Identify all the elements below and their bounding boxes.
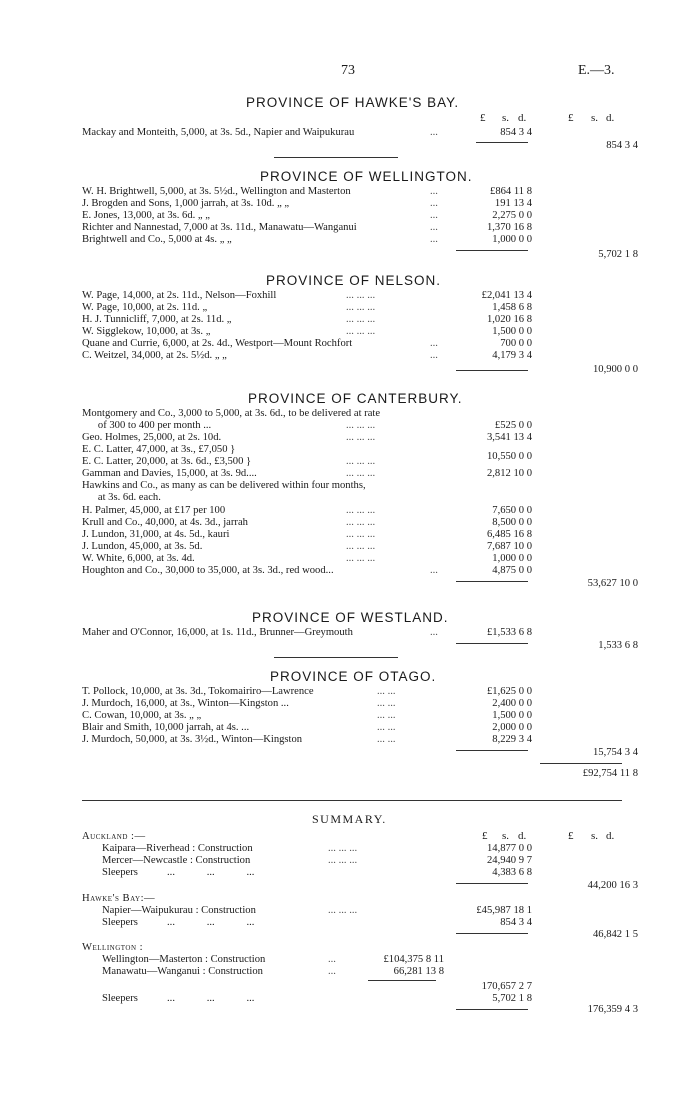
summary-col-header-pounds-2: £	[568, 830, 574, 842]
row-amount: 4,875 0 0	[492, 565, 532, 576]
row-amount: 1,000 0 0	[492, 553, 532, 564]
table-row	[82, 326, 622, 338]
group-label-wellington: Wellington :	[82, 942, 144, 953]
leader-dots: ... ... ...	[328, 855, 358, 866]
row-description: Wellington—Masterton : Construction	[102, 954, 266, 965]
table-row	[82, 917, 622, 929]
row-description: J. Lundon, 45,000, at 3s. 5d.	[82, 541, 203, 552]
row-amount: 2,812 10 0	[486, 468, 532, 479]
table-row	[82, 222, 622, 234]
subtotal-rule	[456, 883, 528, 884]
summary-divider	[82, 800, 622, 801]
leader-dots: ... ... ...	[346, 456, 376, 467]
row-description: E. Jones, 13,000, at 3s. 6d. „ „	[82, 210, 210, 221]
table-row	[82, 529, 622, 541]
leader-dots: ... ... ...	[346, 517, 376, 528]
row-description: Manawatu—Wanganui : Construction	[102, 966, 263, 977]
table-row	[82, 468, 622, 480]
row-amount: 2,400 0 0	[492, 698, 532, 709]
col-header-shillings-2: s.	[591, 112, 599, 124]
row-amount: 3,541 13 4	[486, 432, 532, 443]
heading-otago: PROVINCE OF OTAGO.	[270, 669, 437, 684]
row-amount: 1,370 16 8	[486, 222, 532, 233]
group-label-auckland: Auckland :—	[82, 831, 146, 842]
table-row	[82, 627, 622, 639]
row-description: Quane and Currie, 6,000, at 2s. 4d., Westport—Mount Rochfort	[82, 338, 353, 349]
row-description: T. Pollock, 10,000, at 3s. 3d., Tokomairiro—Lawrence	[82, 686, 314, 697]
subtotal-rule	[476, 142, 528, 143]
table-row	[82, 867, 622, 879]
leader-dots: ... ... ...	[346, 505, 376, 516]
leader-dots: ... ... ...	[346, 529, 376, 540]
summary-col-header-pence-2: d.	[606, 830, 615, 842]
row-amount: 5,702 1 8	[492, 993, 532, 1004]
group-total: 46,842 1 5	[592, 929, 638, 940]
row-description: of 300 to 400 per month ...	[82, 420, 212, 431]
table-row	[82, 843, 622, 855]
row-description: W. Page, 10,000, at 2s. 11d. „	[82, 302, 208, 313]
heading-hawkes-bay: PROVINCE OF HAWKE'S BAY.	[246, 95, 460, 110]
section-divider	[274, 157, 398, 158]
row-amount: £864 11 8	[490, 186, 532, 197]
table-row	[82, 444, 622, 456]
row-amount: 700 0 0	[500, 338, 532, 349]
summary-col-header-shillings-2: s.	[591, 830, 599, 842]
col-header-pounds-1: £	[480, 112, 486, 124]
row-description: C. Cowan, 10,000, at 3s. „ „	[82, 710, 202, 721]
summary-group-label	[82, 831, 622, 843]
row-description: H. Palmer, 45,000, at £17 per 100	[82, 505, 226, 516]
table-row	[82, 698, 622, 710]
subtotal-rule	[456, 370, 528, 371]
row-description: E. C. Latter, 20,000, at 3s. 6d., £3,500 }	[82, 456, 252, 467]
leader-dots: ... ... ...	[346, 468, 376, 479]
leader-dots: ...	[430, 350, 438, 361]
leader-dots: ...	[328, 966, 336, 977]
row-amount: £1,625 0 0	[486, 686, 532, 697]
subtotal-rule	[456, 1009, 528, 1010]
row-subtotal: 170,657 2 7	[481, 981, 532, 992]
leader-dots: ...	[430, 127, 438, 138]
subtotal-rule	[456, 581, 528, 582]
row-description: J. Brogden and Sons, 1,000 jarrah, at 3s. 10d. „ „	[82, 198, 290, 209]
row-amount: 7,687 10 0	[486, 541, 532, 552]
group-label-hawkes-bay: Hawke's Bay:—	[82, 893, 156, 904]
leader-dots: ... ... ...	[346, 302, 376, 313]
leader-dots: ...	[430, 198, 438, 209]
row-amount: 854 3 4	[500, 127, 532, 138]
section-divider	[274, 657, 398, 658]
leader-dots: ... ... ...	[328, 905, 358, 916]
row-description: Richter and Nannestad, 7,000 at 3s. 11d., Manawatu—Wanganui	[82, 222, 357, 233]
summary-group-label	[82, 942, 622, 954]
row-amount: 191 13 4	[494, 198, 532, 209]
leader-dots: ...	[430, 222, 438, 233]
leader-dots: ... ... ...	[346, 290, 376, 301]
row-amount: 1,020 16 8	[486, 314, 532, 325]
leader-dots: ... ...	[377, 710, 396, 721]
table-row	[82, 710, 622, 722]
table-row	[82, 954, 622, 966]
row-description: J. Murdoch, 50,000, at 3s. 3½d., Winton—Kingston	[82, 734, 303, 745]
subtotal-rule	[456, 933, 528, 934]
table-row	[82, 993, 622, 1005]
row-description: W. Page, 14,000, at 2s. 11d., Nelson—Foxhill	[82, 290, 277, 301]
row-description: Brightwell and Co., 5,000 at 4s. „ „	[82, 234, 232, 245]
row-amount: £525 0 0	[494, 420, 532, 431]
row-description: Sleepers ... ... ...	[102, 993, 255, 1004]
table-row	[82, 302, 622, 314]
table-row	[82, 966, 622, 978]
row-amount: 1,000 0 0	[492, 234, 532, 245]
leader-dots: ... ...	[377, 734, 396, 745]
table-row	[82, 480, 622, 492]
heading-canterbury: PROVINCE OF CANTERBURY.	[248, 391, 463, 406]
row-description: W. Sigglekow, 10,000, at 3s. „	[82, 326, 211, 337]
table-row	[82, 338, 622, 350]
summary-col-header-pounds-1: £	[482, 830, 488, 842]
row-amount: 8,500 0 0	[492, 517, 532, 528]
heading-nelson: PROVINCE OF NELSON.	[266, 273, 442, 288]
province-total: 10,900 0 0	[592, 364, 638, 375]
leader-dots: ...	[430, 627, 438, 638]
table-row	[82, 432, 622, 444]
row-amount: 854 3 4	[500, 917, 532, 928]
table-row	[82, 565, 622, 577]
row-amount: £45,987 18 1	[476, 905, 532, 916]
leader-dots: ... ... ...	[328, 843, 358, 854]
row-amount: 4,383 6 8	[492, 867, 532, 878]
heading-wellington: PROVINCE OF WELLINGTON.	[260, 169, 473, 184]
leader-dots: ... ... ...	[346, 541, 376, 552]
leader-dots: ...	[430, 234, 438, 245]
row-description: Krull and Co., 40,000, at 4s. 3d., jarrah	[82, 517, 248, 528]
group-total: 44,200 16 3	[587, 880, 638, 891]
page-number: 73	[341, 63, 355, 78]
table-row	[82, 517, 622, 529]
table-row	[82, 198, 622, 210]
col-header-pounds-2: £	[568, 112, 574, 124]
subtotal-rule	[456, 250, 528, 251]
row-description: at 3s. 6d. each.	[82, 492, 161, 503]
table-row	[82, 734, 622, 746]
table-row	[82, 350, 622, 362]
group-total: 176,359 4 3	[587, 1004, 638, 1015]
table-row	[82, 905, 622, 917]
heading-westland: PROVINCE OF WESTLAND.	[252, 610, 449, 625]
leader-dots: ...	[430, 210, 438, 221]
table-row	[82, 314, 622, 326]
leader-dots: ... ... ...	[346, 420, 376, 431]
table-row	[82, 722, 622, 734]
row-description: Sleepers ... ... ...	[102, 867, 255, 878]
col-header-pence-1: d.	[518, 112, 527, 124]
grand-total-rule	[540, 763, 622, 764]
leader-dots: ... ...	[377, 698, 396, 709]
table-row	[82, 492, 622, 504]
row-description: Napier—Waipukurau : Construction	[102, 905, 256, 916]
leader-dots: ... ...	[377, 686, 396, 697]
row-description: Mackay and Monteith, 5,000, at 3s. 5d., Napier and Waipukurau	[82, 127, 355, 138]
leader-dots: ...	[328, 954, 336, 965]
subtotal-rule	[456, 750, 528, 751]
province-total: 5,702 1 8	[598, 249, 638, 260]
table-row	[82, 290, 622, 302]
table-row	[82, 451, 622, 468]
table-row	[82, 234, 622, 246]
row-description: J. Murdoch, 16,000, at 3s., Winton—Kingston ...	[82, 698, 289, 709]
row-description: Kaipara—Riverhead : Construction	[102, 843, 253, 854]
row-description: C. Weitzel, 34,000, at 2s. 5½d. „ „	[82, 350, 227, 361]
leader-dots: ... ... ...	[346, 326, 376, 337]
leader-dots: ...	[430, 186, 438, 197]
row-description: Maher and O'Connor, 16,000, at 1s. 11d., Brunner—Greymouth	[82, 627, 353, 638]
subtotal-rule	[456, 643, 528, 644]
grand-total: £92,754 11 8	[582, 768, 638, 779]
row-description: Sleepers ... ... ...	[102, 917, 255, 928]
row-description: Geo. Holmes, 25,000, at 2s. 10d.	[82, 432, 222, 443]
document-code: E.—3.	[578, 63, 615, 78]
table-row	[82, 186, 622, 198]
leader-dots: ... ... ...	[346, 314, 376, 325]
row-amount: 1,500 0 0	[492, 326, 532, 337]
leader-dots: ... ...	[377, 722, 396, 733]
leader-dots: ...	[430, 565, 438, 576]
province-total: 1,533 6 8	[598, 640, 638, 651]
province-total: 53,627 10 0	[587, 578, 638, 589]
table-row	[82, 505, 622, 517]
row-description: Hawkins and Co., as many as can be delivered within four months,	[82, 480, 366, 491]
table-row	[82, 855, 622, 867]
col-header-shillings-1: s.	[502, 112, 510, 124]
summary-col-header-shillings-1: s.	[502, 830, 510, 842]
province-total: 15,754 3 4	[592, 747, 638, 758]
row-amount: 1,458 6 8	[492, 302, 532, 313]
row-description: H. J. Tunnicliff, 7,000, at 2s. 11d. „	[82, 314, 232, 325]
row-amount: £1,533 6 8	[486, 627, 532, 638]
leader-dots: ...	[430, 338, 438, 349]
row-amount: 7,650 0 0	[492, 505, 532, 516]
table-row	[82, 981, 622, 993]
row-amount: 8,229 3 4	[492, 734, 532, 745]
row-sub-amount: 66,281 13 8	[393, 966, 444, 977]
heading-summary: SUMMARY.	[312, 812, 387, 826]
table-row	[82, 541, 622, 553]
table-row	[82, 210, 622, 222]
row-amount: 4,179 3 4	[492, 350, 532, 361]
row-description: W. White, 6,000, at 3s. 4d.	[82, 553, 195, 564]
row-amount: £2,041 13 4	[481, 290, 532, 301]
table-row	[82, 127, 622, 139]
table-row	[82, 553, 622, 565]
summary-group-label	[82, 893, 622, 905]
summary-col-header-pence-1: d.	[518, 830, 527, 842]
table-row	[82, 420, 622, 432]
row-sub-amount: £104,375 8 11	[383, 954, 444, 965]
col-header-pence-2: d.	[606, 112, 615, 124]
leader-dots: ... ... ...	[346, 553, 376, 564]
table-row	[82, 686, 622, 698]
province-total: 854 3 4	[606, 140, 638, 151]
leader-dots: ... ... ...	[346, 432, 376, 443]
row-description: Blair and Smith, 10,000 jarrah, at 4s. ...	[82, 722, 250, 733]
row-description: J. Lundon, 31,000, at 4s. 5d., kauri	[82, 529, 230, 540]
row-amount: 14,877 0 0	[486, 843, 532, 854]
row-description: Gamman and Davies, 15,000, at 3s. 9d....	[82, 468, 257, 479]
row-description: Montgomery and Co., 3,000 to 5,000, at 3s. 6d., to be delivered at rate	[82, 408, 381, 419]
row-amount: 2,000 0 0	[492, 722, 532, 733]
row-amount: 24,940 9 7	[486, 855, 532, 866]
row-description: Mercer—Newcastle : Construction	[102, 855, 251, 866]
row-amount: 1,500 0 0	[492, 710, 532, 721]
row-description: E. C. Latter, 47,000, at 3s., £7,050 }	[82, 444, 236, 455]
row-description: Houghton and Co., 30,000 to 35,000, at 3s. 3d., red wood...	[82, 565, 334, 576]
row-description: W. H. Brightwell, 5,000, at 3s. 5½d., Wellington and Masterton	[82, 186, 351, 197]
row-amount: 6,485 16 8	[486, 529, 532, 540]
row-amount: 10,550 0 0	[486, 451, 532, 462]
row-amount: 2,275 0 0	[492, 210, 532, 221]
table-row	[82, 408, 622, 420]
